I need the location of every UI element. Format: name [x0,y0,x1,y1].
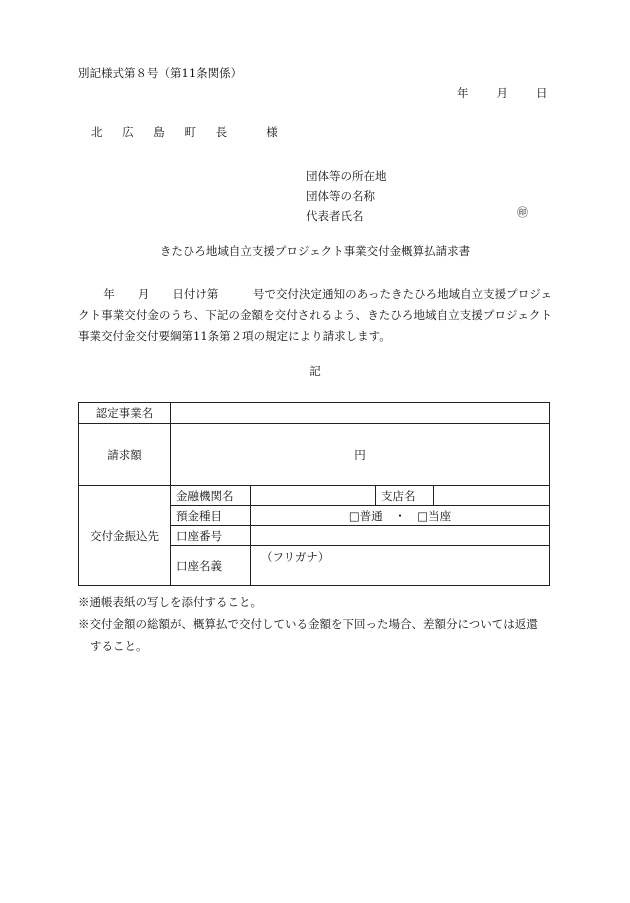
note-1: ※通帳表紙の写しを添付すること。 [78,595,262,609]
account-name-field[interactable] [251,546,550,586]
representative-label: 代表者氏名 [306,209,364,223]
applicant-block [306,166,387,226]
furigana-label: （フリガナ） [261,550,330,564]
addressee: 北 広 島 町 長 様 [91,125,286,139]
deposit-type-label: 預金種目 [171,506,251,526]
date-day: 日 [536,86,548,100]
date-month: 月 [496,86,508,100]
date-line [457,88,548,100]
notes [78,591,552,657]
body-text: 年 月 日付け第 号で交付決定通知のあったきたひろ地域自立支援プロジェクト事業交付金のうち、下記の金額を交付されるよう、きたひろ地域自立支援プロジェクト事業交付金交付要綱第11条第２項の規定により請求します。 [78,287,552,343]
note-2: ※交付金額の総額が、概算払で交付している金額を下回った場合、差額分については返還 [78,617,538,631]
bank-field[interactable] [251,486,376,506]
account-number-field[interactable] [251,526,550,546]
bank-label: 金融機関名 [171,486,251,506]
seal-mark: ㊞ [517,206,528,219]
name-label: 団体等の名称 [306,189,375,203]
request-table [78,402,550,586]
date-year: 年 [457,86,469,100]
deposit-type-options[interactable]: □普通 ・ □当座 [251,506,550,526]
amount-unit: 円 [354,447,366,462]
location-label: 団体等の所在地 [306,169,387,183]
branch-field[interactable] [434,486,550,506]
branch-label: 支店名 [376,486,434,506]
amount-field[interactable] [171,424,550,486]
project-name-field[interactable] [171,403,550,424]
note-2-continued: すること。 [90,639,148,653]
transfer-label: 交付金振込先 [79,486,171,586]
document-title: きたひろ地域自立支援プロジェクト事業交付金概算払請求書 [159,244,471,258]
amount-label: 請求額 [79,424,171,486]
ki-heading: 記 [309,364,321,378]
form-number: 別記様式第８号（第11条関係） [78,66,243,80]
account-name-label: 口座名義 [171,546,251,586]
account-number-label: 口座番号 [171,526,251,546]
project-name-label: 認定事業名 [79,403,171,424]
